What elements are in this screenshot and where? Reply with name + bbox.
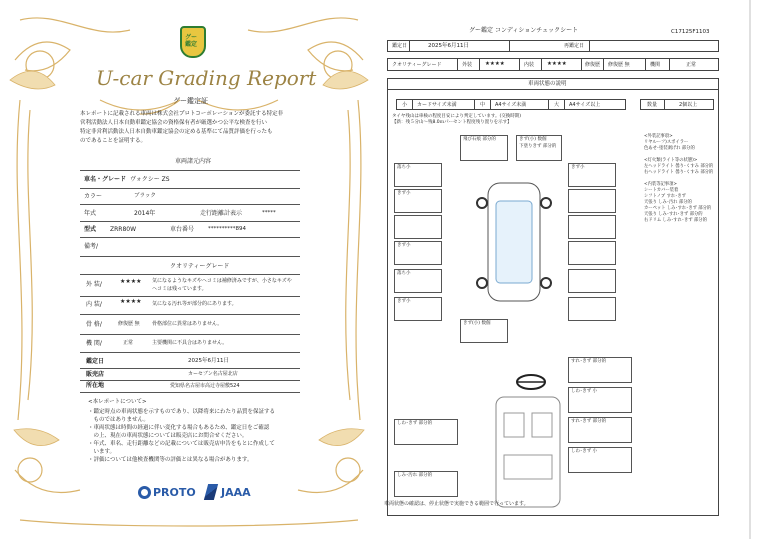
mech-text: 主要機関に不具合はありません。 — [152, 340, 228, 346]
about-line: ・年式、車名、走行距離などの記載については販売店申告をもとに作成して — [88, 441, 275, 447]
date-value: 2025年6月11日 — [188, 358, 229, 364]
size-small: 小 — [402, 102, 408, 108]
name-value: ヴォクシー ZS — [130, 176, 170, 183]
notes-panel — [644, 135, 716, 227]
damage-text: すれ･きず 部分的 — [571, 359, 607, 364]
quality-section-title: クオリティーグレード — [170, 263, 230, 270]
date-value: 2025年6月11日 — [428, 43, 469, 49]
tire-note: タイヤ残山は車検の程度目安により判定しています。(交換時期) — [392, 114, 522, 119]
int-stars: ★★★★ — [547, 61, 567, 67]
note-line: シートカバー装着 — [644, 188, 679, 193]
date-label: 鑑定日 — [86, 358, 105, 365]
proto-logo-text: PROTO — [153, 486, 196, 499]
note-line: カーペット しみ･すれ･きず 部分的 — [644, 206, 712, 211]
engine-value: 正常 — [686, 62, 697, 68]
ext-stars: ★★★★ — [485, 61, 505, 67]
jaaa-logo-text: JAAA — [221, 486, 251, 499]
ext-text: 気になるようなキズやヘコミは補修済みですが、小さなキズや — [152, 278, 292, 284]
proto-logo-icon — [138, 486, 151, 499]
damage-box-empty — [568, 215, 616, 239]
car-top-view-icon — [466, 179, 562, 305]
damage-box — [568, 357, 632, 383]
note-line: 左ヘッドライト 曇り･くすみ 部分的 — [644, 164, 714, 169]
damage-box — [394, 471, 458, 497]
chassis-label: 車台番号 — [170, 226, 195, 233]
sheet-code: C17125F1103 — [671, 29, 710, 35]
frame-text: 骨格部位に異常はありません。 — [152, 321, 223, 327]
damage-text: すれ･きず 部分的 — [571, 419, 607, 424]
damage-box — [568, 387, 632, 413]
count-box — [640, 99, 714, 110]
car-interior-icon — [492, 393, 564, 511]
damage-text: しわ･きず 部分的 — [397, 421, 433, 426]
damage-text: 落ち小 — [397, 271, 411, 276]
size-legend — [396, 99, 626, 110]
condition-check-sheet — [381, 20, 725, 512]
ext-stars: ★★★★ — [120, 278, 142, 285]
damage-box — [394, 241, 442, 265]
intro-line: 営利活動法人日本自動車鑑定協会の資格保有者が厳選かつ公平な検査を行い — [80, 120, 268, 126]
damage-box — [460, 135, 508, 161]
damage-text: 飛び石痕 部分的 — [463, 137, 496, 142]
shop-label: 販売店 — [86, 371, 105, 378]
int-label: 内 装/ — [86, 301, 102, 308]
note-line: 色あせ･塗装剥げれ 部分的 — [644, 146, 695, 151]
frame-label: 骨 格/ — [86, 321, 102, 328]
about-line: の上、現在の車両状態については販売店にお問合せください。 — [88, 433, 248, 439]
chassis-value: **********894 — [208, 226, 246, 232]
vehicle-section-title: 車両諸元内容 — [175, 158, 212, 165]
int-stars: ★★★★ — [120, 298, 142, 305]
ext-text: ヘコミは残っています。 — [152, 286, 207, 292]
steering-wheel-icon — [514, 373, 548, 391]
about-head: <本レポートについて> — [88, 399, 147, 405]
damage-box — [516, 135, 562, 161]
cert-title: グー鑑定証 — [173, 97, 208, 105]
size-mid-desc: A4サイズ未満 — [495, 102, 527, 108]
ext-label: 外装 — [462, 62, 473, 68]
damage-box — [394, 297, 442, 321]
size-large-desc: A4サイズ以上 — [569, 102, 601, 108]
damage-text: きず小 — [397, 191, 411, 196]
note-line: <灯火類(ライト等の状態)> — [644, 158, 698, 163]
model-value: ZRR80W — [110, 226, 137, 233]
damage-text: きず(小) 数個 — [519, 137, 547, 142]
about-line: ものではありません。 — [88, 417, 149, 423]
count-value: 2個以上 — [679, 102, 698, 108]
report-title: U-car Grading Report — [96, 66, 317, 90]
damage-text: しわ･きず 小 — [571, 389, 598, 394]
damage-box — [394, 419, 458, 445]
year-value: 2014年 — [134, 210, 156, 217]
damage-box — [568, 447, 632, 473]
goo-badge-icon — [180, 26, 206, 58]
size-large: 大 — [554, 102, 560, 108]
addr-label: 所在地 — [86, 382, 105, 389]
sheet-footer: 車両状態の確認は、停止状態で実施できる範囲で行っています。 — [384, 501, 529, 507]
int-label: 内装 — [524, 62, 535, 68]
shop-value: カーセブン名古屋北店 — [188, 371, 238, 377]
about-line: ・鑑定時点の車両状態を示すものであり、以降将来にわたり品質を保証する — [88, 409, 276, 415]
state-header: 車両状態の説明 — [528, 81, 567, 87]
damage-text: しわ･きず 小 — [571, 449, 598, 454]
about-line: ・車両状態は時間の経過に伴い変化する場合もあるため、鑑定日をご確認 — [88, 425, 270, 431]
note-line: <外装記事項> — [644, 134, 673, 139]
count-label: 数量 — [647, 102, 658, 108]
damage-box-empty — [568, 189, 616, 213]
engine-label: 機関 — [650, 62, 661, 68]
mileage-value: ***** — [262, 210, 276, 216]
year-label: 年式 — [84, 210, 97, 217]
about-line: ・評価については他検査機関等の評価とは異なる場合があります。 — [88, 457, 253, 463]
intro-line: 特定非営利活動法人日本自動車鑑定協会の定める基準にて品質評価を行ったも — [80, 129, 273, 135]
damage-text: 落ち小 — [397, 165, 411, 170]
page-edge — [749, 0, 751, 539]
damage-box-empty — [568, 241, 616, 265]
damage-box-empty — [394, 215, 442, 239]
note-line: 天張り しみ･汚れ 部分的 — [644, 200, 692, 205]
int-text: 気になる汚れ等が部分的にあります。 — [152, 301, 237, 307]
ext-label: 外 装/ — [86, 281, 102, 288]
note-line: 右ドリム しみ･すれ･きず 部分的 — [644, 218, 707, 223]
name-label: 車名・グレード — [84, 176, 127, 183]
damage-text: きず小 — [397, 299, 411, 304]
damage-text: きず小 — [397, 243, 411, 248]
mileage-label: 走行距離計表示 — [200, 210, 243, 217]
grading-certificate — [0, 0, 378, 539]
note-line: <内装等記事項> — [644, 182, 677, 187]
note-line: 右ヘッドライト 曇り･くすみ 部分的 — [644, 170, 714, 175]
size-mid: 中 — [480, 102, 486, 108]
model-label: 型式 — [84, 226, 97, 233]
damage-box-empty — [568, 269, 616, 293]
damage-box — [394, 163, 442, 187]
mech-grade: 正常 — [123, 340, 134, 346]
note-line: 天張り しみ･すれ･きず 部分的 — [644, 212, 703, 217]
damage-box — [394, 189, 442, 213]
tire-note: 【新：残５分山〜残8.0ｍパーセント程度残り置りを示す】 — [392, 120, 512, 125]
color-value: ブラック — [134, 193, 156, 199]
date-label: 鑑定日 — [392, 43, 408, 49]
repair-label: 修復歴 — [585, 62, 601, 68]
intro-line: 本レポートに記載される車両は株式会社プロトコーポレーションが委託する特定非 — [80, 111, 284, 117]
color-label: カラー — [84, 193, 103, 200]
about-line: います。 — [88, 449, 116, 455]
reinspect-label: 再鑑定日 — [564, 43, 585, 49]
state-frame — [387, 78, 719, 516]
badge-text: グー 鑑定 — [185, 34, 198, 49]
frame-grade: 修復歴 無 — [118, 321, 140, 327]
intro-line: のであることを証明する。 — [80, 138, 147, 144]
damage-text: 下塗りきず 部分的 — [519, 144, 557, 149]
notes-label: 備考/ — [84, 243, 99, 250]
qg-label: クオリティーグレード — [392, 62, 442, 68]
mech-label: 機 関/ — [86, 340, 102, 347]
repair-value: 修復歴 無 — [608, 62, 630, 68]
damage-box — [568, 417, 632, 443]
note-line: リヤルーフ)スポイラー — [644, 140, 689, 145]
damage-text: きず(小) 数個 — [463, 321, 491, 326]
note-line: シフトノブ すれ･きず — [644, 194, 686, 199]
damage-box — [568, 163, 616, 187]
damage-text: しみ･汚れ 部分的 — [397, 473, 433, 478]
damage-box — [460, 319, 508, 343]
date-row — [387, 40, 719, 52]
sheet-title: グー鑑定 コンディションチェックシート — [469, 27, 579, 34]
damage-box-empty — [568, 297, 616, 321]
grade-row — [387, 58, 719, 71]
damage-box — [394, 269, 442, 293]
size-small-desc: カードサイズ未満 — [417, 102, 457, 108]
addr-value: 愛知県名古屋市高辻寺屋敷524 — [170, 383, 240, 389]
damage-text: きず小 — [571, 165, 585, 170]
